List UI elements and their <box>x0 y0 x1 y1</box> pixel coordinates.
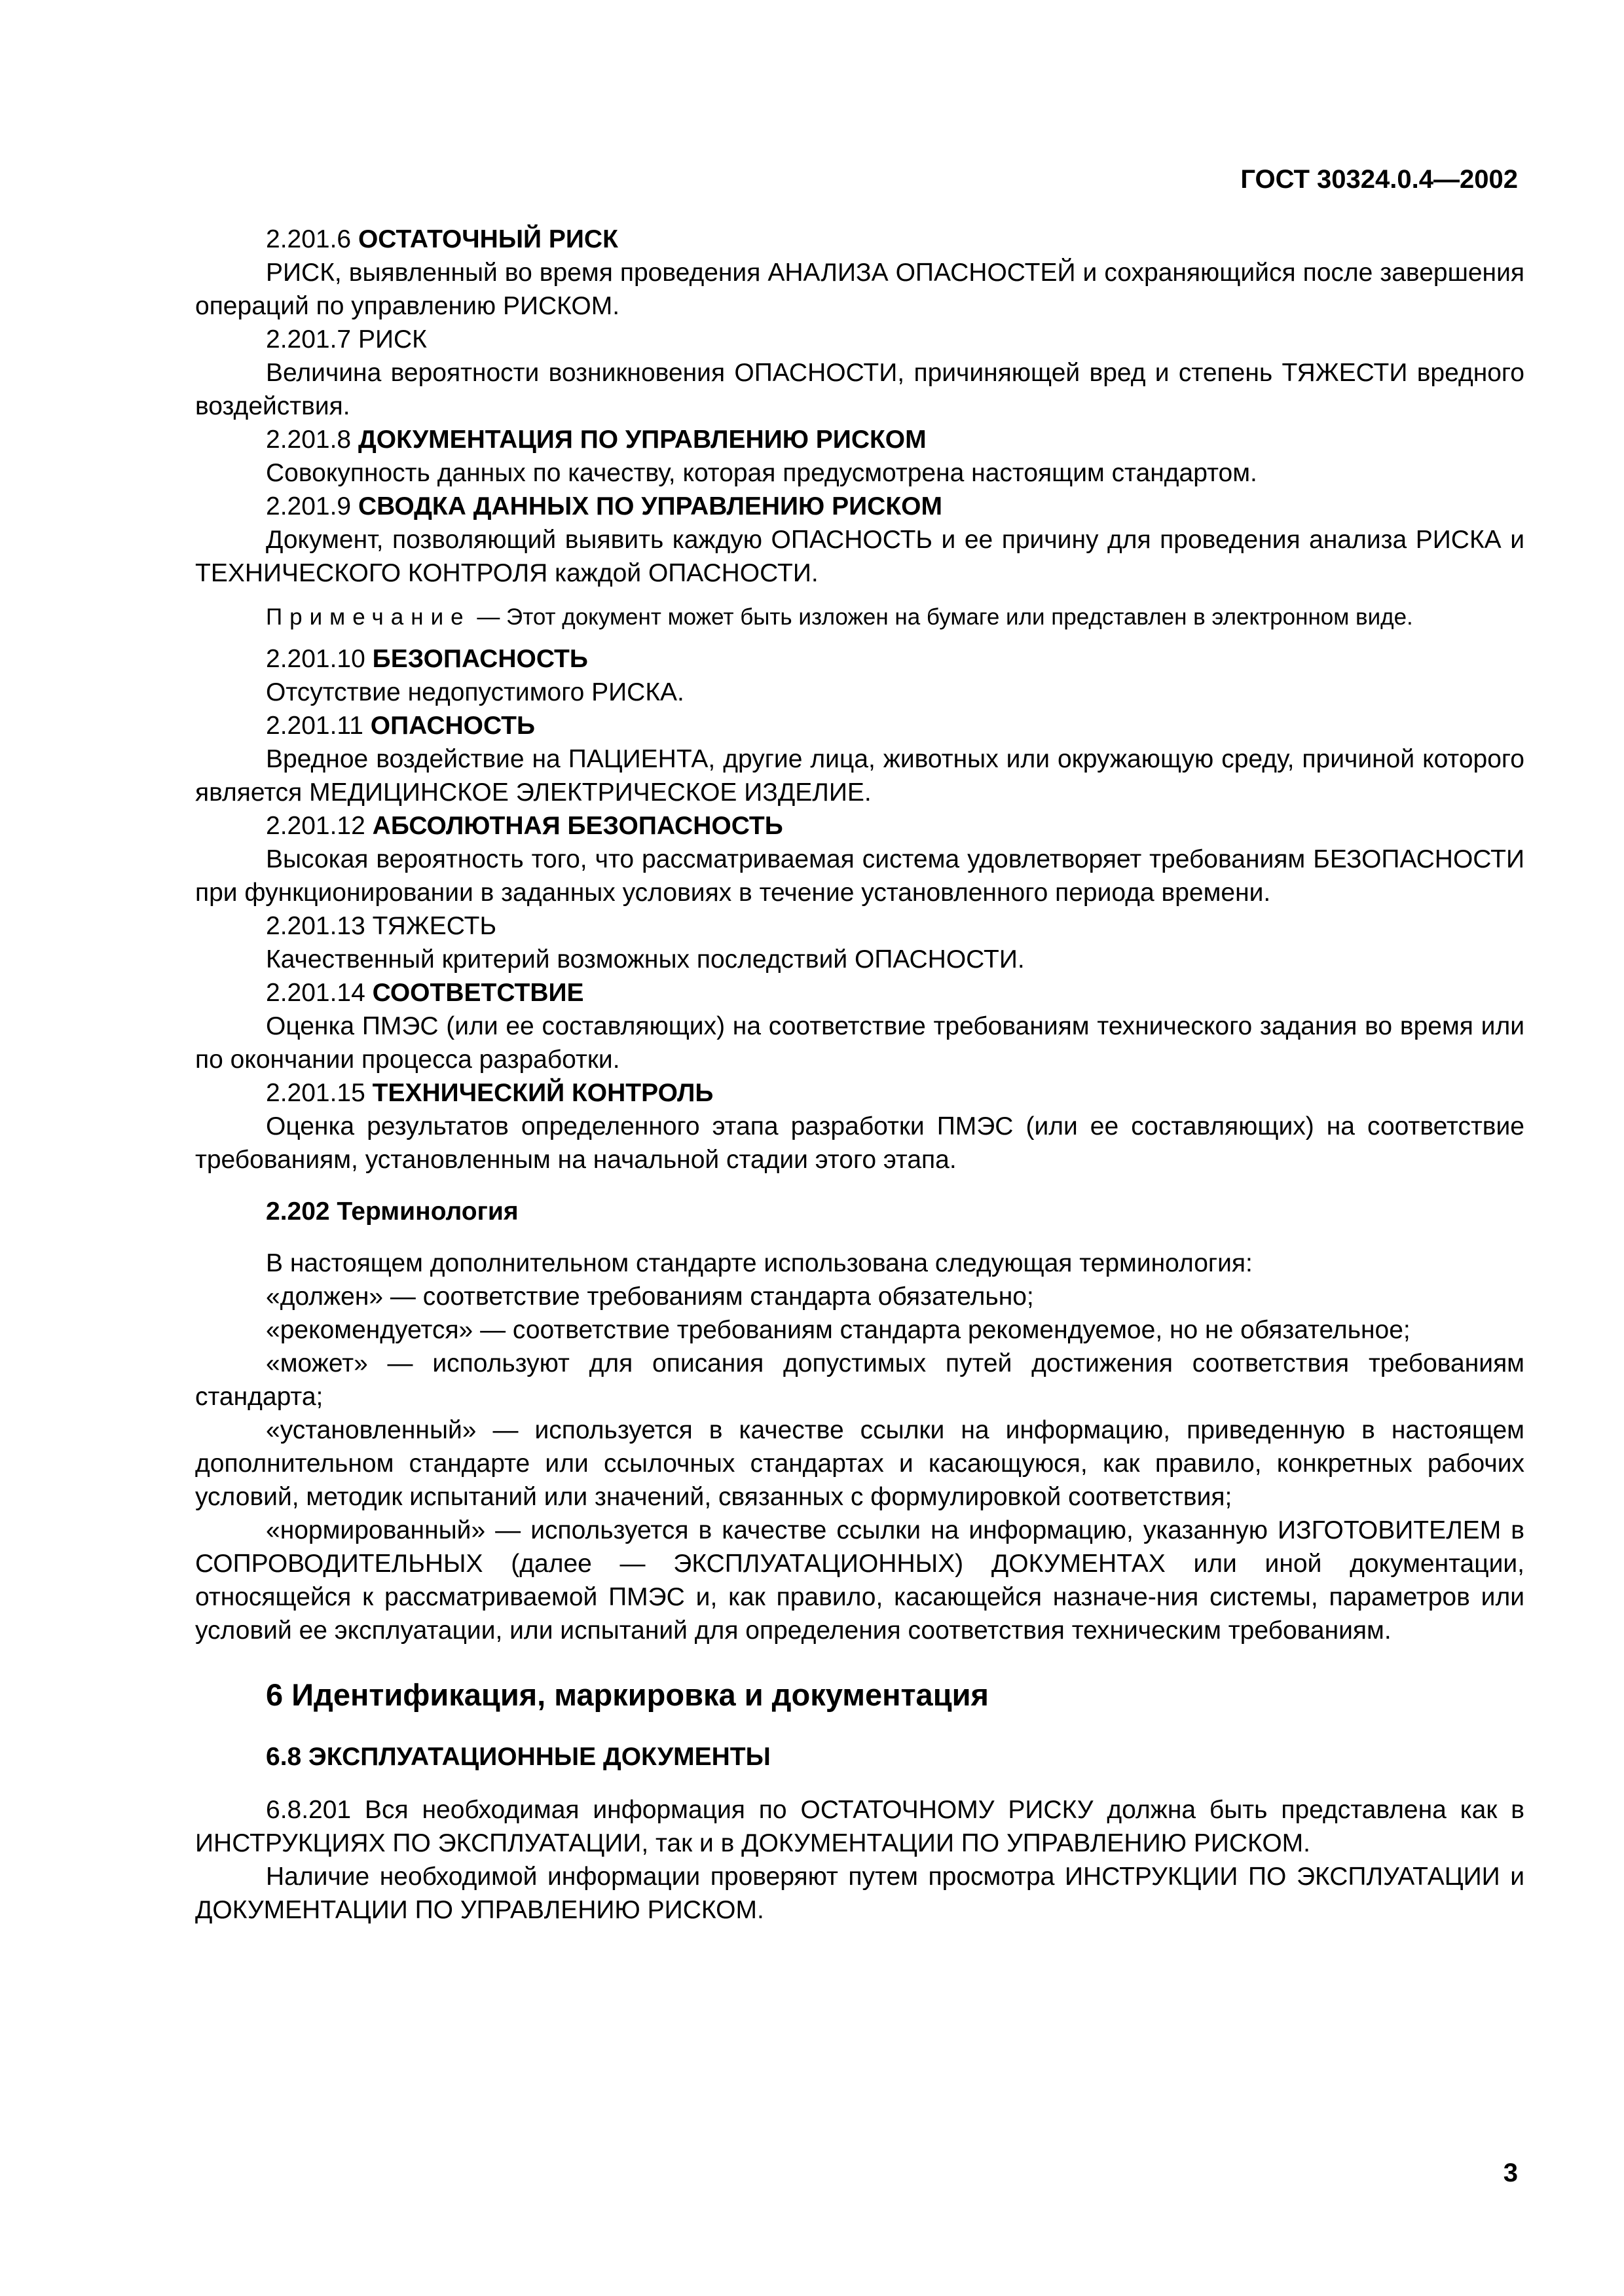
terminology-heading: 2.202 Терминология <box>266 1197 519 1226</box>
document-code: ГОСТ 30324.0.4—2002 <box>1240 165 1518 194</box>
terminology-paragraph: «может» — используют для описания допустимых путей достижения соответствия требованиям стандарта; <box>195 1349 1524 1411</box>
note-label: Примечание <box>266 604 471 630</box>
term-heading: 2.201.13 ТЯЖЕСТЬ <box>266 912 497 940</box>
subsection-title: 6.8 ЭКСПЛУАТАЦИОННЫЕ ДОКУМЕНТЫ <box>266 1743 771 1771</box>
term-definition: Вредное воздействие на ПАЦИЕНТА, другие лица, животных или окружающую среду, причиной которого является МЕДИЦИНСКОЕ ЭЛЕКТРИЧЕСКОЕ ИЗДЕЛИЕ. <box>195 745 1524 807</box>
section-title: 6 Идентификация, маркировка и документация <box>266 1677 989 1712</box>
term-definition: Оценка ПМЭС (или ее составляющих) на соответствие требованиям технического задания во время или по окончании процесса разработки. <box>195 1012 1524 1074</box>
page-number: 3 <box>1503 2159 1518 2187</box>
term-definition: Оценка результатов определенного этапа разработки ПМЭС (или ее составляющих) на соответствие требованиям, установленным на начальной стадии этого этапа. <box>195 1112 1524 1174</box>
term-heading: 2.201.9 СВОДКА ДАННЫХ ПО УПРАВЛЕНИЮ РИСКОМ <box>266 492 942 520</box>
terminology-paragraph: «установленный» — используется в качестве ссылки на информацию, приведенную в настоящем дополнительном стандарте или ссылочных стандартах и касающуюся, как правило, конкретных рабочих условий, методик испытаний или значений, связанных с формулировкой соответствия; <box>195 1416 1524 1511</box>
term-heading: 2.201.12 АБСОЛЮТНАЯ БЕЗОПАСНОСТЬ <box>266 812 783 840</box>
terminology-paragraph: В настоящем дополнительном стандарте использована следующая терминология: <box>266 1249 1253 1277</box>
terminology-paragraph: «нормированный» — используется в качестве ссылки на информацию, указанную ИЗГОТОВИТЕЛЕМ в СОПРОВОДИТЕЛЬНЫХ (далее — ЭКСПЛУАТАЦИОННЫХ) ДОКУМЕНТАХ или иной документации, относящейся к рассматриваемой ПМЭС и, как правило, касающейся назначе-ния системы, параметров или условий ее эксплуатации, или испытаний для определения соответствия техническим требованиям. <box>195 1516 1524 1645</box>
term-definition: Качественный критерий возможных последствий ОПАСНОСТИ. <box>266 945 1025 974</box>
note <box>195 602 1524 633</box>
terminology-paragraph: «рекомендуется» — соответствие требованиям стандарта рекомендуемое, но не обязательное; <box>266 1316 1411 1344</box>
term-heading: 2.201.10 БЕЗОПАСНОСТЬ <box>266 645 588 673</box>
term-heading: 2.201.15 ТЕХНИЧЕСКИЙ КОНТРОЛЬ <box>266 1079 714 1107</box>
section-paragraph: 6.8.201 Вся необходимая информация по ОСТАТОЧНОМУ РИСКУ должна быть представлена как в ИНСТРУКЦИЯХ ПО ЭКСПЛУАТАЦИИ, так и в ДОКУМЕНТАЦИИ ПО УПРАВЛЕНИЮ РИСКОМ. <box>195 1796 1524 1857</box>
term-definition: Совокупность данных по качеству, которая предусмотрена настоящим стандартом. <box>266 459 1257 487</box>
note-text: — Этот документ может быть изложен на бумаге или представлен в электронном виде. <box>470 604 1413 630</box>
page-content <box>195 223 1524 1927</box>
term-heading: 2.201.14 СООТВЕТСТВИЕ <box>266 979 584 1007</box>
term-definition: РИСК, выявленный во время проведения АНАЛИЗА ОПАСНОСТЕЙ и сохраняющийся после завершения операций по управлению РИСКОМ. <box>195 259 1524 320</box>
term-definition: Документ, позволяющий выявить каждую ОПАСНОСТЬ и ее причину для проведения анализа РИСКА и ТЕХНИЧЕСКОГО КОНТРОЛЯ каждой ОПАСНОСТИ. <box>195 526 1524 587</box>
term-heading: 2.201.7 РИСК <box>266 325 427 354</box>
term-heading: 2.201.8 ДОКУМЕНТАЦИЯ ПО УПРАВЛЕНИЮ РИСКОМ <box>266 426 927 454</box>
term-definition: Величина вероятности возникновения ОПАСНОСТИ, причиняющей вред и степень ТЯЖЕСТИ вредного воздействия. <box>195 359 1524 420</box>
section-paragraph: Наличие необходимой информации проверяют путем просмотра ИНСТРУКЦИИ ПО ЭКСПЛУАТАЦИИ и ДОКУМЕНТАЦИИ ПО УПРАВЛЕНИЮ РИСКОМ. <box>195 1863 1524 1924</box>
terminology-paragraph: «должен» — соответствие требованиям стандарта обязательно; <box>266 1283 1034 1311</box>
term-heading: 2.201.11 ОПАСНОСТЬ <box>266 712 536 740</box>
term-definition: Высокая вероятность того, что рассматриваемая система удовлетворяет требованиям БЕЗОПАСНОСТИ при функционировании в заданных условиях в течение установленного периода времени. <box>195 845 1524 907</box>
term-definition: Отсутствие недопустимого РИСКА. <box>266 678 684 706</box>
term-heading: 2.201.6 ОСТАТОЧНЫЙ РИСК <box>266 225 618 253</box>
